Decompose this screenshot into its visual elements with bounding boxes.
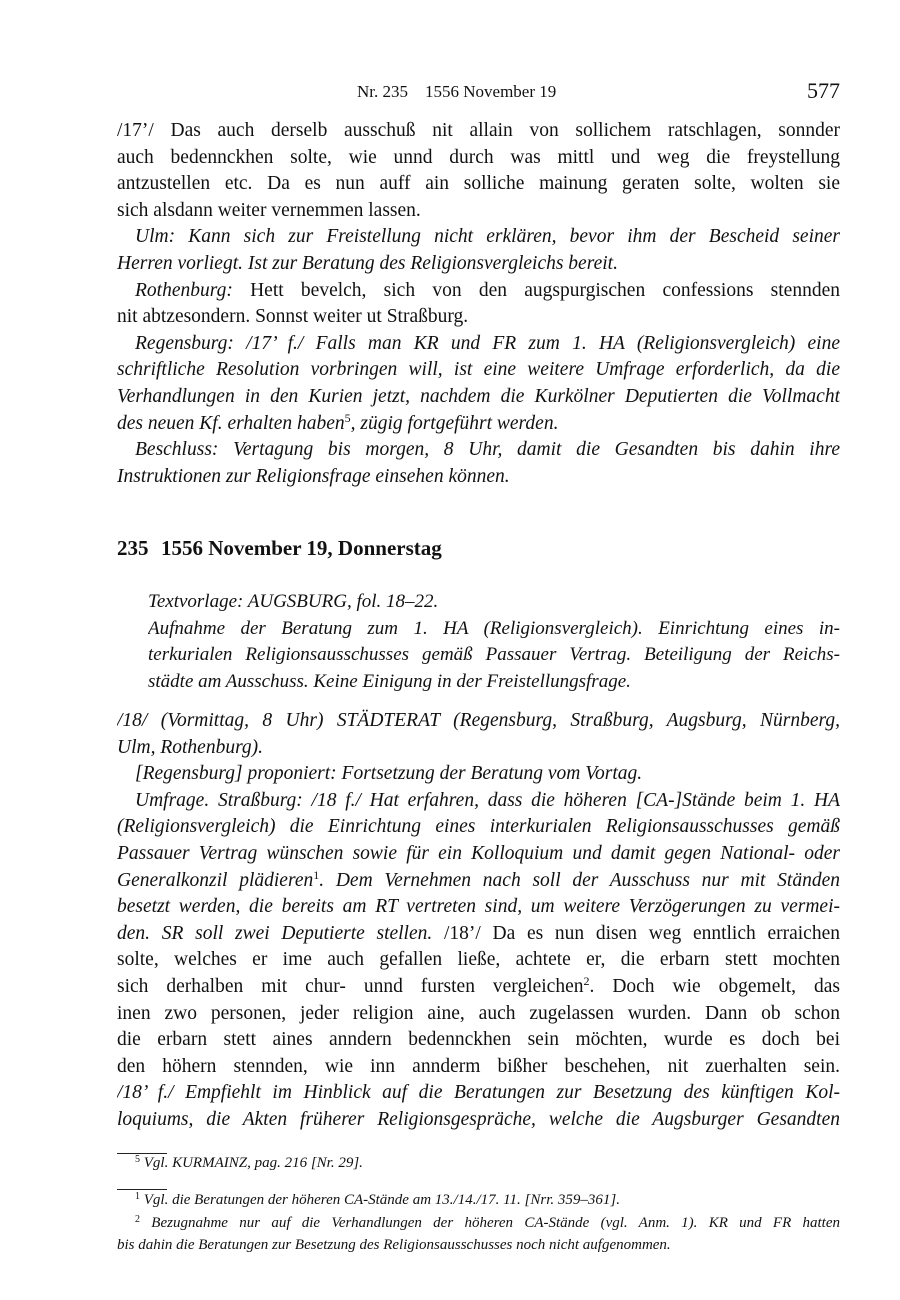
text-segment: /18’ f./ Empfiehlt im Hinblick auf die Beratungen zur Besetzung des künftigen Kol- [117,1082,840,1104]
text-segment: Beschluss: Vertagung bis morgen, 8 Uhr, damit die Gesandten bis dahin ihre [135,439,840,461]
text-line [148,616,840,643]
footnote [117,1212,840,1235]
previous-entry-text [117,118,840,490]
text-line [117,145,840,172]
text-line [117,118,840,145]
text-line [117,304,840,331]
text-line [117,788,840,815]
text-line [117,1027,840,1054]
text-segment: (Religionsvergleich) die Einrichtung eines interkurialen Religionsausschusses gemäß [117,816,840,838]
text-line [117,224,840,251]
text-segment: terkurialen Religionsausschusses gemäß Passauer Vertrag. Beteiligung der Reichs- [148,644,840,666]
footnotes-text-apparatus [117,1152,840,1175]
text-line [117,384,840,411]
text-line [117,894,840,921]
text-segment: Ulm: Kann sich zur Freistellung nicht erklären, bevor ihm der Bescheid seiner [135,226,840,248]
footnote-ref: 1 [313,867,320,882]
text-line [117,437,840,464]
text-segment: Vgl. die Beratungen der höheren CA-Stände am 13./14./17. 11. [Nrr. 359–361]. [143,1192,620,1208]
text-segment: . Doch wie obgemelt, das [589,975,840,997]
text-segment: Hett bevelch, sich von den augspurgischen confessions stennden [232,279,840,301]
text-segment: Verhandlungen in den Kurien jetzt, nachdem die Kurkölner Deputierten die Vollmacht [117,385,840,407]
text-line [148,669,840,696]
text-segment: bis dahin die Beratungen zur Besetzung des Religionsausschusses noch nicht aufgenommen. [117,1237,671,1253]
text-segment: die erbarn stett aines anndern bedennckhen sein möchten, wurde es doch bei [117,1029,840,1051]
entry-body [117,708,840,1134]
running-title: Nr. 235 1556 November 19 [357,82,557,101]
text-line [117,921,840,948]
text-segment: Aufnahme der Beratung zum 1. HA (Religionsvergleich). Einrichtung eines in- [148,617,840,639]
text-line [117,841,840,868]
text-line [117,464,840,491]
text-segment: des neuen Kf. erhalten haben [117,412,345,434]
text-segment: Regensburg: /17’ f./ Falls man KR und FR zum 1. HA (Religionsvergleich) eine [135,332,840,354]
text-segment: Ulm, Rothenburg). [117,736,264,758]
text-line [117,868,840,895]
text-line [148,642,840,669]
text-line [117,947,840,974]
text-segment: nit abtzesondern. Sonnst weiter ut Straßburg. [117,306,469,328]
footnote-continuation [117,1234,840,1257]
text-segment: schriftliche Resolution vorbringen will, ist eine weitere Umfrage erforderlich, da die [117,359,840,381]
text-segment: sich alsdann weiter vernemmen lassen. [117,199,421,221]
text-segment: Umfrage. Straßburg: /18 f./ Hat erfahren, dass die höheren [CA-]Stände beim 1. HA [135,789,840,811]
text-line [148,589,840,616]
text-line [117,1080,840,1107]
text-line [117,411,840,438]
text-segment: 2 [135,1213,140,1225]
footnote-ref: 2 [583,973,590,988]
text-segment: Bezugnahme nur auf die Verhandlungen der höheren CA-Stände (vgl. Anm. 1). KR und FR hatten [151,1214,840,1231]
text-line [117,331,840,358]
footnote [117,1152,840,1175]
text-line [117,357,840,384]
text-segment: Textvorlage: AUGSBURG, fol. 18–22. [148,591,439,612]
text-line [117,1001,840,1028]
text-segment: inen zwo personen, jeder religion aine, auch zugelassen wurden. Dann ob schon [117,1002,840,1024]
text-line [117,761,840,788]
text-segment: sich derhalben mit chur- unnd fursten vergleichen [117,975,584,997]
text-segment: besetzt werden, die bereits am RT vertreten sind, um weitere Verzögerungen zu vermei- [117,896,840,918]
text-segment: Generalkonzil plädieren [117,869,314,891]
text-segment: Passauer Vertrag wünschen sowie für ein Kolloquium und damit gegen National- oder [117,842,840,864]
entry-date: 1556 November 19, Donnerstag [161,536,442,560]
text-line [117,1107,840,1134]
footnote [117,1189,840,1212]
footnote-ref: 5 [344,410,351,425]
text-segment: auch bedennckhen solte, wie unnd durch was mittl und weg die freystellung [117,146,840,168]
text-segment: städte am Ausschuss. Keine Einigung in der Freistellungsfrage. [148,670,631,692]
entry-heading [117,536,442,561]
text-segment: . Dem Vernehmen nach soll der Ausschuss nur mit Ständen [319,869,840,891]
text-segment: /18’/ Da es nun disen weg enntlich erraichen [432,922,840,944]
text-segment: loquiums, die Akten früherer Religionsgespräche, welche die Augsburger Gesandten [117,1108,840,1130]
text-segment: den höhern stennden, wie inn annderm bißher beschehen, nit zuerhalten sein. [117,1055,840,1077]
text-segment: [Regensburg] proponiert: Fortsetzung der Beratung vom Vortag. [135,763,643,785]
text-segment: Herren vorliegt. Ist zur Beratung des Religionsvergleichs bereit. [117,252,618,274]
text-line [117,278,840,305]
text-line [117,708,840,735]
text-segment: Instruktionen zur Religionsfrage einsehen können. [117,465,510,487]
text-line [117,735,840,762]
text-segment: antzustellen etc. Da es nun auff ain solliche mainung geraten solte, wolten sie [117,173,840,195]
footnotes-commentary [117,1189,840,1257]
text-segment: den. SR soll zwei Deputierte stellen. [117,922,433,944]
text-line [117,1054,840,1081]
entry-number: 235 [117,536,149,560]
text-line [117,171,840,198]
entry-summary [148,589,840,695]
text-segment: 1 [135,1191,140,1202]
text-line [117,198,840,225]
text-line [117,251,840,278]
text-segment: , zügig fortgeführt werden. [350,412,559,434]
text-segment: 5 [135,1154,140,1165]
page-number: 577 [807,78,840,103]
text-line [117,814,840,841]
text-segment: solte, welches er ime auch gefallen ließe, achtete er, die erbarn stett mochten [117,949,840,971]
text-segment: /17’/ Das auch derselb ausschuß nit allain von sollichem ratschlagen, sonnder [117,120,840,141]
text-segment: Vgl. KURMAINZ, pag. 216 [Nr. 29]. [143,1155,363,1171]
text-segment: /18/ (Vormittag, 8 Uhr) STÄDTERAT (Regensburg, Straßburg, Augsburg, Nürnberg, [117,710,840,731]
text-line [117,974,840,1001]
text-segment: Rothenburg: [135,279,233,301]
running-header [117,80,840,106]
